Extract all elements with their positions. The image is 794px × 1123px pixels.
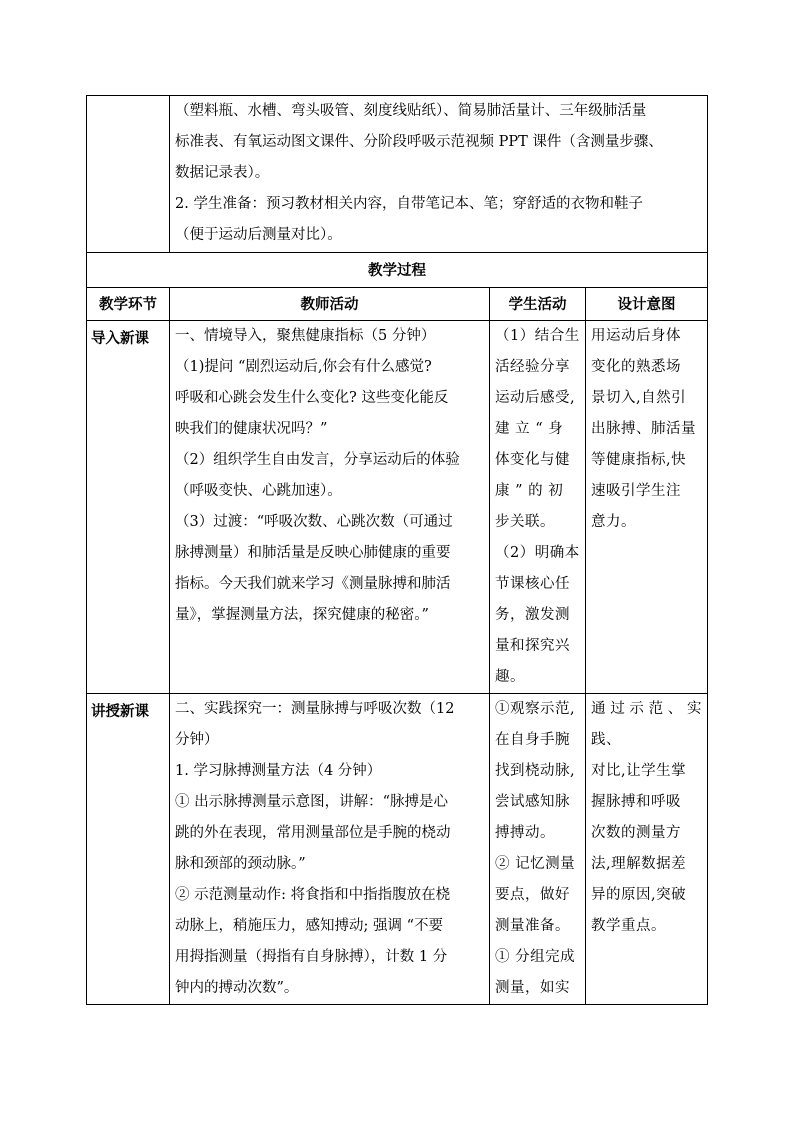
teacher-line: 脉搏测量）和肺活量是反映心肺健康的重要	[175, 545, 451, 561]
student-line: 趣。	[495, 669, 525, 685]
teacher-line: 二、实践探究一：测量脉搏与呼吸次数（12	[175, 701, 455, 717]
student-line: 找到桡动脉,	[495, 763, 576, 779]
teacher-line: （1)提问 “剧烈运动后,你会有什么感觉?	[175, 359, 432, 375]
continuation-cell	[170, 96, 708, 253]
student-line: ①观察示范,	[495, 701, 576, 717]
teacher-line: 一、情境导入，聚焦健康指标（5 分钟）	[175, 328, 436, 344]
teacher-line: （3）过渡：“呼吸次数、心跳次数（可通过	[175, 514, 453, 530]
teacher-line: ② 示范测量动作: 将食指和中指指腹放在桡	[175, 887, 451, 903]
column-header-row	[87, 288, 708, 321]
intent-line: 异的原因,突破	[591, 887, 687, 903]
teacher-line: 动脉上，稍施压力，感知搏动; 强调 “不要	[175, 918, 444, 934]
intent-line: 握脉搏和呼吸	[591, 794, 681, 810]
student-line: 尝试感知脉	[495, 794, 570, 810]
student-line: （1）结合生	[495, 328, 580, 344]
continuation-row	[87, 96, 708, 253]
student-line: 体变化与健	[495, 452, 570, 468]
intent-line: 对比,让学生掌	[591, 763, 687, 779]
student-line: 要点，做好	[495, 887, 570, 903]
student-activity-cell	[490, 321, 586, 694]
intent-line: 通过示范、实践、	[591, 701, 703, 748]
intent-line: 等健康指标,快	[591, 452, 687, 468]
student-line: ① 分组完成	[495, 949, 576, 965]
intent-line: 出脉搏、肺活量	[591, 421, 696, 437]
teacher-line: 用拇指测量（拇指有自身脉搏），计数 1 分	[175, 949, 448, 965]
intent-line: 法,理解数据差	[591, 856, 687, 872]
design-intent-cell	[586, 321, 708, 694]
student-line: （2）明确本	[495, 545, 580, 561]
intent-line: 次数的测量方	[591, 825, 681, 841]
stage-cell: 讲授新课	[87, 694, 170, 1005]
intent-line: 教学重点。	[591, 918, 666, 934]
teacher-line: 1. 学习脉搏测量方法（4 分钟）	[175, 763, 382, 779]
teacher-activity-cell	[170, 694, 490, 1005]
student-line: ② 记忆测量	[495, 856, 576, 872]
continuation-line: （塑料瓶、水槽、弯头吸管、刻度线贴纸）、简易肺活量计、三年级肺活量	[175, 103, 647, 119]
student-activity-cell	[490, 694, 586, 1005]
section-title: 教学过程	[87, 253, 708, 288]
student-line: 步关联。	[495, 514, 555, 530]
teacher-line: ① 出示脉搏测量示意图，讲解：“脉搏是心	[175, 794, 449, 810]
teacher-line: 映我们的健康状况吗？”	[175, 421, 328, 437]
intent-line: 景切入,自然引	[591, 390, 687, 406]
student-line: 搏搏动。	[495, 825, 555, 841]
header-stage: 教学环节	[87, 288, 170, 321]
teacher-line: 脉和颈部的颈动脉。”	[175, 856, 306, 872]
student-line: 康 ” 的 初	[495, 483, 564, 499]
teacher-line: 分钟）	[175, 732, 219, 748]
student-line: 测量准备。	[495, 918, 570, 934]
stage-cell: 导入新课	[87, 321, 170, 694]
continuation-line: 2. 学生准备：预习教材相关内容，自带笔记本、笔；穿舒适的衣物和鞋子	[175, 196, 643, 212]
continuation-line: （便于运动后测量对比）。	[175, 227, 342, 243]
header-student: 学生活动	[490, 288, 586, 321]
teacher-line: 量》，掌握测量方法，探究健康的秘密。”	[175, 607, 429, 623]
continuation-line: 标准表、有氧运动图文课件、分阶段呼吸示范视频 PPT 课件（含测量步骤、	[175, 134, 663, 150]
student-line: 节课核心任	[495, 576, 570, 592]
student-line: 量和探究兴	[495, 638, 570, 654]
continuation-label-cell	[87, 96, 170, 253]
header-teacher: 教师活动	[170, 288, 490, 321]
teacher-line: 钟内的搏动次数”。	[175, 980, 299, 996]
section-title-row	[87, 253, 708, 288]
student-line: 建 立 “ 身	[495, 421, 564, 437]
teacher-line: 跳的外在表现，常用测量部位是手腕的桡动	[175, 825, 451, 841]
student-line: 在自身手腕	[495, 732, 570, 748]
teacher-line: （呼吸变快、心跳加速）。	[175, 483, 342, 499]
intent-line: 用运动后身体	[591, 328, 681, 344]
continuation-line: 数据记录表）。	[175, 165, 270, 181]
teacher-activity-cell	[170, 321, 490, 694]
student-line: 活经验分享	[495, 359, 570, 375]
teacher-line: 指标。今天我们就来学习《测量脉搏和肺活	[175, 576, 451, 592]
student-line: 运动后感受,	[495, 390, 576, 406]
intent-line: 变化的熟悉场	[591, 359, 681, 375]
teacher-line: 呼吸和心跳会发生什么变化? 这些变化能反	[175, 390, 449, 406]
intent-line: 速吸引学生注	[591, 483, 681, 499]
table-row	[87, 321, 708, 694]
lesson-plan-table	[86, 95, 708, 1005]
table-row	[87, 694, 708, 1005]
student-line: 测量，如实	[495, 980, 570, 996]
design-intent-cell	[586, 694, 708, 1005]
student-line: 务，激发测	[495, 607, 570, 623]
header-intent: 设计意图	[586, 288, 708, 321]
teacher-line: （2）组织学生自由发言，分享运动后的体验	[175, 452, 460, 468]
intent-line: 意力。	[591, 514, 636, 530]
